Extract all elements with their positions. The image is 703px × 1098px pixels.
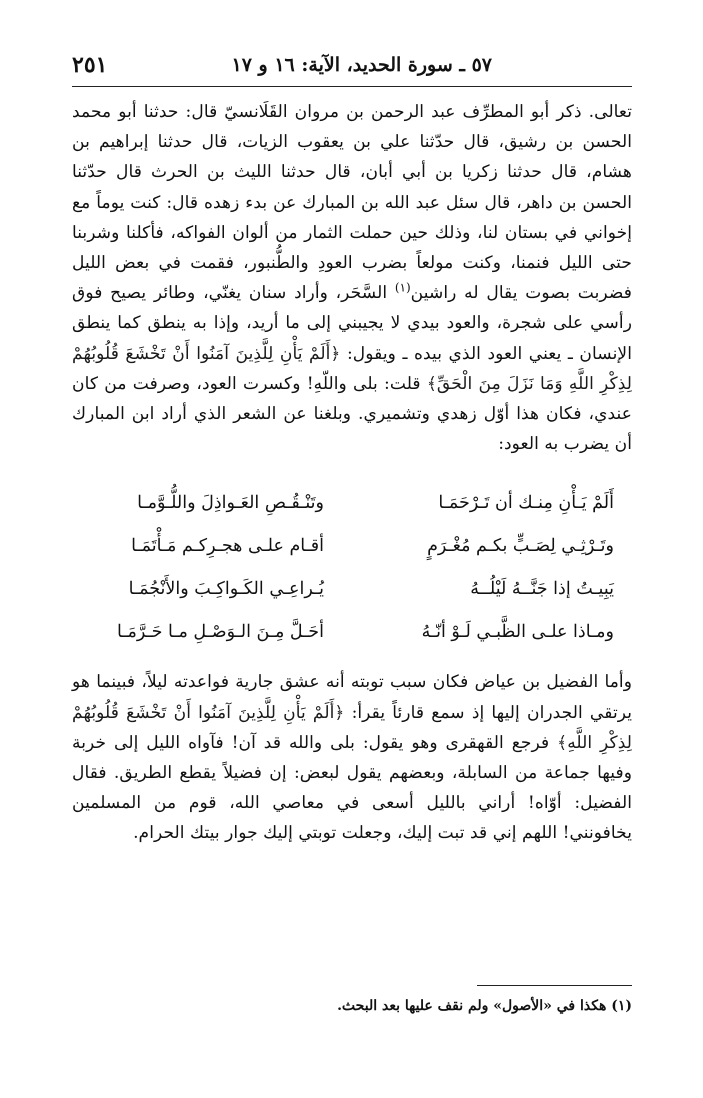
poem-second-hemistich: يُـراعِـي الكَـواكِـبَ والأَنْجُمَـا bbox=[128, 578, 324, 599]
poem-line bbox=[72, 524, 632, 567]
footnote: (١) هكذا في «الأصول» ولم نقف عليها بعد البحث. bbox=[337, 998, 632, 1014]
paragraph-fudayl bbox=[72, 667, 632, 848]
paragraph-text: السَّحَر، وأراد سنان يغنّي، وطائر يصيح فوق رأسي على شجرة، والعود بيدي لا يجيبني إلى ما أريد، وإذا به ينطق كما ينطق الإنسان ـ يعني العود الذي بيده ـ ويقول: bbox=[72, 283, 632, 364]
poem-line bbox=[72, 610, 632, 653]
poem-second-hemistich: أقـام علـى هجـرِكـم مَـأْتَمَـا bbox=[131, 535, 324, 556]
page-header bbox=[72, 50, 632, 87]
poem-line bbox=[72, 567, 632, 610]
quran-verse: ﴿أَلَمْ يَأْنِ لِلَّذِينَ آمَنُوا أَنْ تَخْشَعَ قُلُوبُهُمْ لِذِكْرِ اللَّهِ﴾ bbox=[72, 702, 632, 753]
poem-first-hemistich: وتَـرْثِـي لِصَـبٍّ بكـم مُغْـرَمٍ bbox=[427, 535, 614, 556]
page-number: ٢٥١ bbox=[72, 52, 108, 78]
main-text bbox=[72, 97, 632, 849]
poem-second-hemistich: أحَـلَّ مِـنَ الـوَصْـلِ مـا حَـرَّمَـا bbox=[116, 621, 324, 642]
paragraph-text: تعالى. ذكر أبو المطرِّف عبد الرحمن بن مروان القَلَانسيّ قال: حدثنا أبو محمد الحسن بن رشيق، قال حدّثنا علي بن يعقوب الزيات، قال حدثنا إبراهيم بن هشام، قال حدثنا زكريا بن أبي أبان، قال حدثنا الليث بن الحرث قال حدّثنا الحسن بن داهر، قال سئل عبد الله بن المبارك عن بدء زهده قال: كنت يوماً مع إخواني في بستان لنا، وذلك حين حملت الثمار من ألوان الفواكه، فأكلنا وشربنا حتى الليل فنمنا، وكنت مولعاً بضرب العودِ والطُّنبور، فقمت في بعض الليل فضربت بصوت يقال له راشين bbox=[72, 102, 632, 304]
poem-first-hemistich: ومـاذا علـى الظَّبـي لَـوْ أنّـهُ bbox=[421, 621, 614, 642]
book-page bbox=[72, 50, 632, 1060]
footnote-reference: (١) bbox=[394, 280, 411, 295]
poem-first-hemistich: يَبِيـتُ إذا جَنَّــهُ لَيْلُــهُ bbox=[470, 578, 614, 599]
paragraph-text: قلت: بلى واللّهِ! وكسرت العود، وصرفت من كان عندي، فكان هذا أوّل زهدي وتشميري. وبلغنا عن الشعر الذي أراد ابن المبارك أن يضرب به العود: bbox=[72, 373, 632, 455]
paragraph-ibn-al-mubarak bbox=[72, 97, 632, 459]
paragraph-text: وأما الفضيل بن عياض فكان سبب توبته أنه عشق جارية فواعدته ليلاً، فبينما هو يرتقي الجدران إليها إذ سمع قارئاً يقرأ: bbox=[72, 672, 632, 723]
poem-second-hemistich: وتَنْـقُـصِ العَـواذِلَ واللُّـوَّمـا bbox=[137, 492, 324, 513]
poem-line bbox=[72, 481, 632, 524]
poem bbox=[72, 481, 632, 653]
footnotes bbox=[72, 985, 632, 1014]
poem-first-hemistich: أَلَمْ يَـأْنِ مِنـك أن تَـرْحَمَـا bbox=[438, 492, 614, 513]
paragraph-text: فرجع القهقرى وهو يقول: بلى والله قد آن! فآواه الليل إلى خربة وفيها جماعة من السابلة، وبعضهم يقول لبعض: إن فضيلاً يقطع الطريق. فقال الفضيل: أوّاه! أراني بالليل أسعى في معاصي الله، قوم من المسلمين يخافونني! اللهم إني قد تبت إليك، وجعلت توبتي إليك جوار بيتك الحرام. bbox=[72, 732, 632, 844]
running-title: ٥٧ ـ سورة الحديد، الآية: ١٦ و ١٧ bbox=[231, 54, 492, 76]
footnote-divider bbox=[477, 985, 632, 986]
quran-verse: ﴿أَلَمْ يَأْنِ لِلَّذِينَ آمَنُوا أَنْ تَخْشَعَ قُلُوبُهُمْ لِذِكْرِ اللَّهِ وَمَا نَزَلَ مِنَ الْحَقِّ﴾ bbox=[72, 343, 632, 394]
